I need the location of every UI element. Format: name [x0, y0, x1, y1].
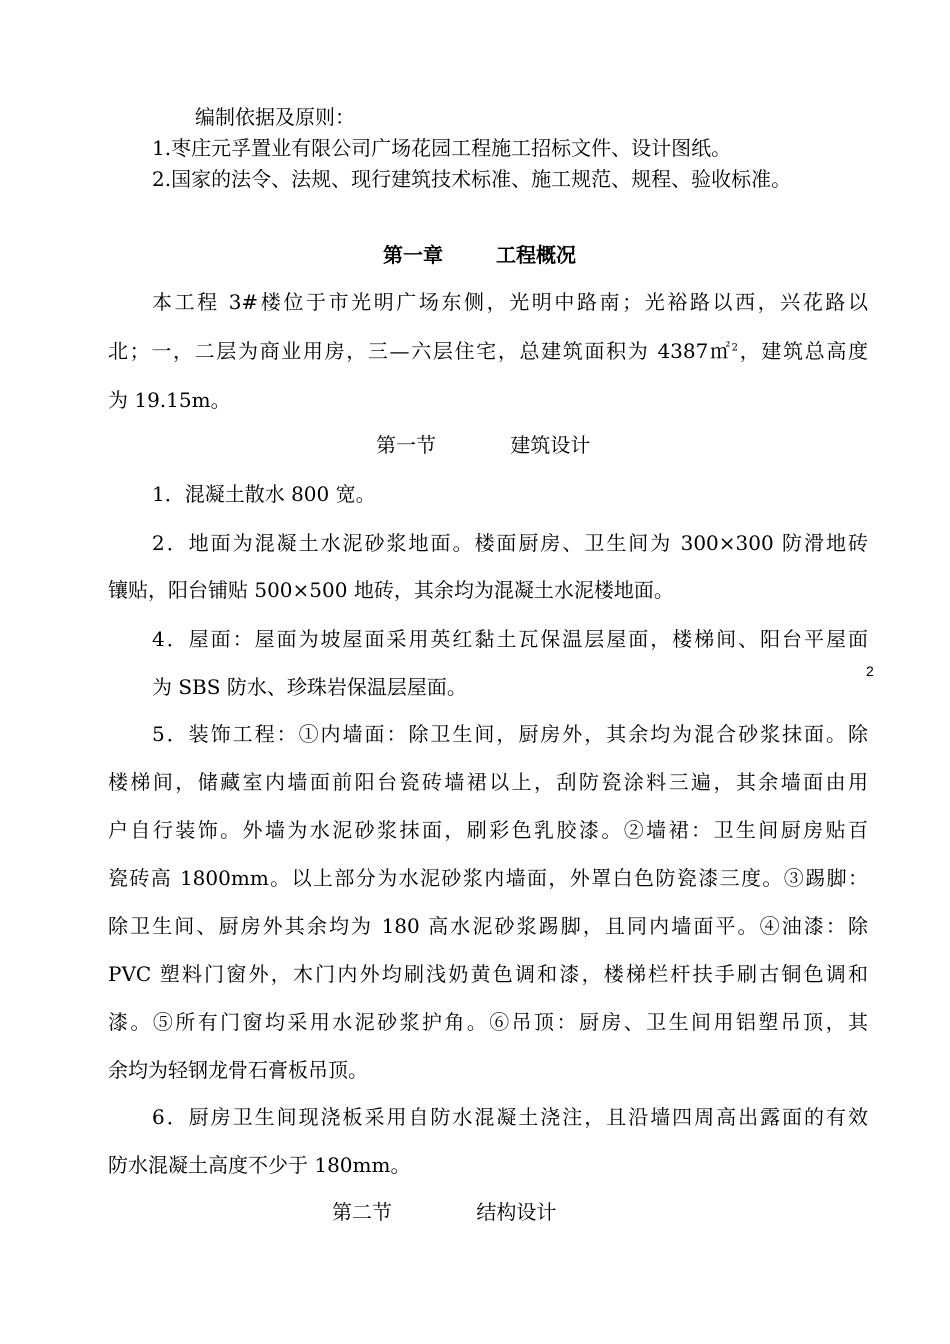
section-1-item-1: 1．混凝土散水 800 宽。 — [152, 482, 376, 506]
section-1-title: 建筑设计 — [510, 433, 591, 457]
section-1-item-5-line-5: 除卫生间、厨房外其余均为 180 高水泥砂浆踢脚，且同内墙面平。④油漆：除 — [108, 914, 868, 938]
overview-line-3: 为 19.15m。 — [108, 388, 231, 412]
overview-superscript: 2 — [731, 342, 739, 354]
section-1-item-5-line-1: 5．装饰工程：①内墙面：除卫生间，厨房外，其余均为混合砂浆抹面。除 — [152, 722, 868, 746]
section-1-item-5-line-7: 漆。⑤所有门窗均采用水泥砂浆护角。⑥吊顶：厨房、卫生间用铝塑吊顶，其 — [108, 1010, 868, 1034]
section-1-item-2-line-1: 2．地面为混凝土水泥砂浆地面。楼面厨房、卫生间为 300×300 防滑地砖 — [152, 531, 868, 555]
section-1-item-2-line-2: 镶贴，阳台铺贴 500×500 地砖，其余均为混凝土水泥楼地面。 — [108, 578, 674, 602]
section-1-item-4-line-2: 为 SBS 防水、珍珠岩保温层屋面。 — [152, 675, 467, 699]
section-1-item-5-line-6: PVC 塑料门窗外，木门内外均刷浅奶黄色调和漆，楼梯栏杆扶手刷古铜色调和 — [108, 962, 868, 986]
section-1-item-5-line-2: 楼梯间，储藏室内墙面前阳台瓷砖墙裙以上，刮防瓷涂料三遍，其余墙面由用 — [108, 770, 868, 794]
overview-line-1: 本工程 3#楼位于市光明广场东侧，光明中路南；光裕路以西，兴花路以 — [152, 290, 868, 314]
section-1-item-6-line-1: 6．厨房卫生间现浇板采用自防水混凝土浇注，且沿墙四周高出露面的有效 — [152, 1105, 868, 1129]
chapter-title: 工程概况 — [495, 243, 576, 267]
section-1-item-5-line-8: 余均为轻钢龙骨石膏板吊顶。 — [108, 1058, 368, 1082]
section-1-label: 第一节 — [376, 433, 436, 457]
section-1-item-5-line-3: 户自行装饰。外墙为水泥砂浆抹面，刷彩色乳胶漆。②墙裙：卫生间厨房贴百 — [108, 818, 868, 842]
section-1-item-6-line-2: 防水混凝土高度不少于 180mm。 — [108, 1153, 411, 1177]
section-2-title: 结构设计 — [476, 1200, 557, 1224]
section-2-heading — [332, 1200, 556, 1224]
chapter-label: 第一章 — [383, 243, 443, 267]
overview-line-2: 北；一，二层为商业用房，三—六层住宅，总建筑面积为 4387㎡$^2$，建筑总高度 — [108, 339, 868, 363]
section-2-label: 第二节 — [332, 1200, 392, 1224]
basis-item-1: 1.枣庄元孚置业有限公司广场花园工程施工招标文件、设计图纸。 — [152, 136, 732, 160]
page-number: 2 — [866, 663, 874, 679]
basis-title: 编制依据及原则： — [195, 105, 355, 129]
section-1-heading — [376, 433, 590, 457]
chapter-heading — [383, 243, 576, 267]
section-1-item-5-line-4: 瓷砖高 1800mm。以上部分为水泥砂浆内墙面，外罩白色防瓷漆三度。③踢脚： — [108, 866, 868, 890]
basis-item-2: 2.国家的法令、法规、现行建筑技术标准、施工规范、规程、验收标准。 — [152, 167, 792, 191]
section-1-item-4-line-1: 4．屋面：屋面为坡屋面采用英红黏土瓦保温层屋面，楼梯间、阳台平屋面 — [152, 627, 868, 651]
